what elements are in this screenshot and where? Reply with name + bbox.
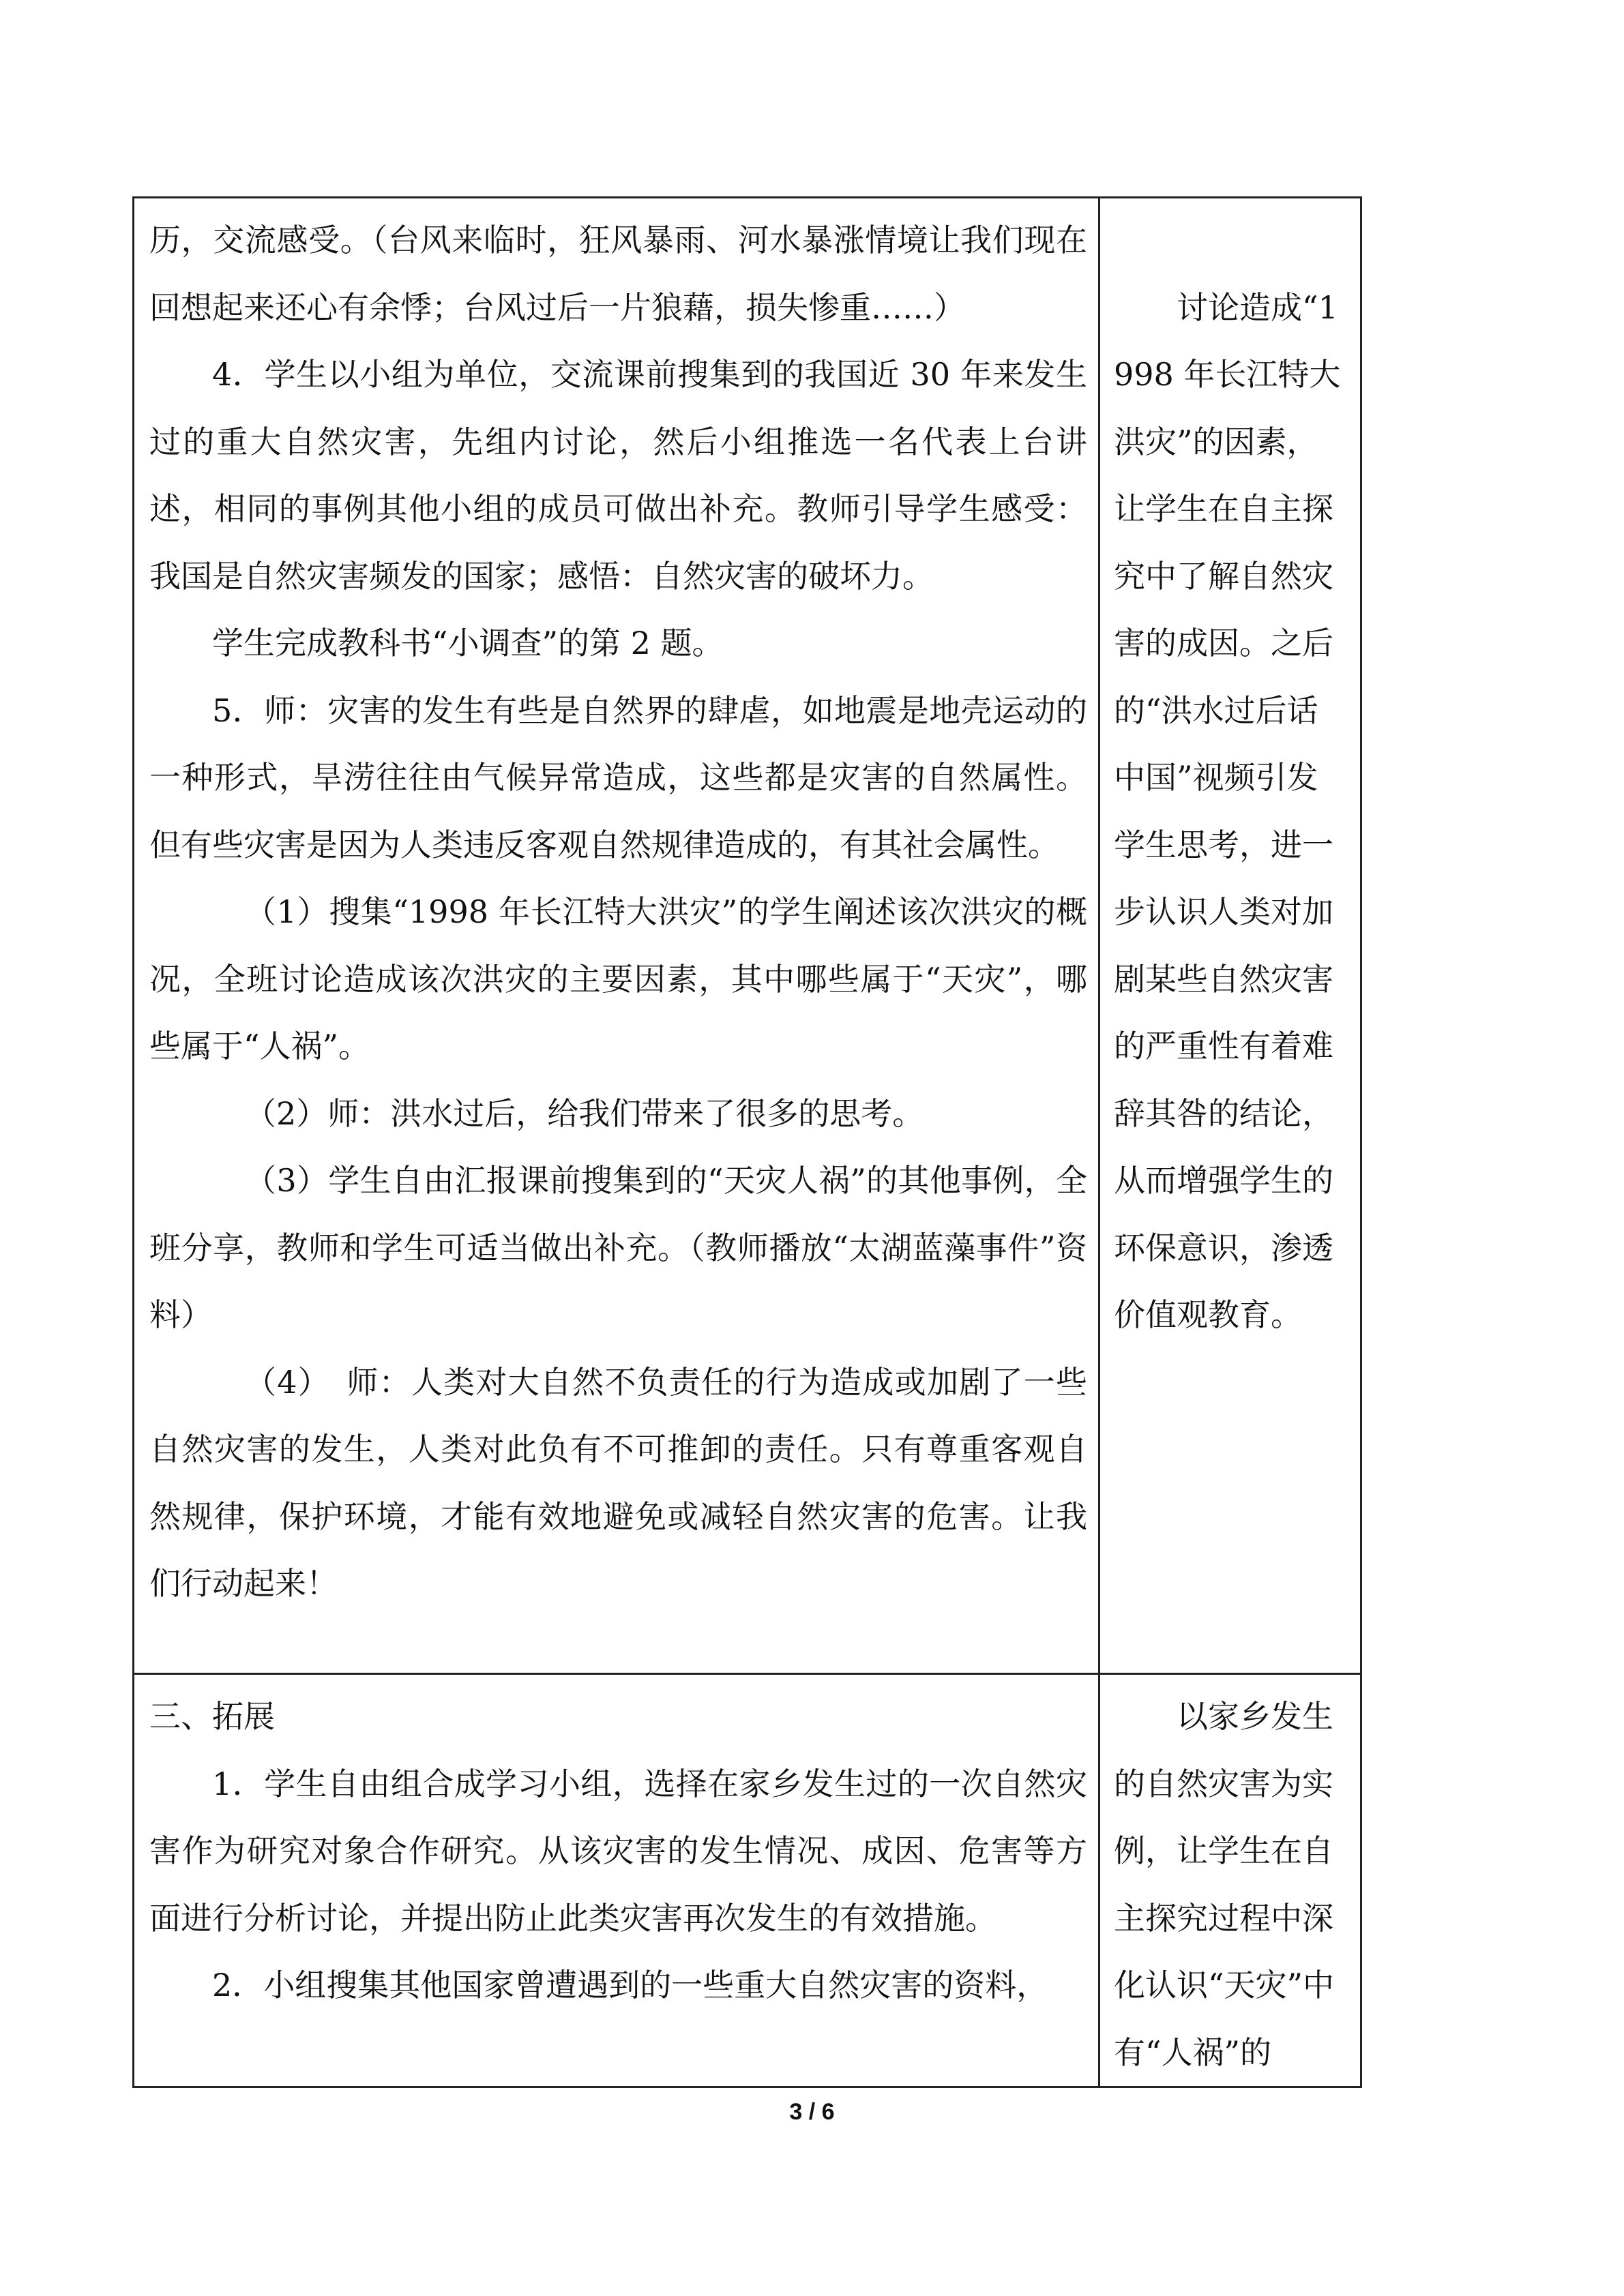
section-heading: 三、拓展 [149, 1698, 275, 1735]
table-row [134, 198, 1361, 1674]
paragraph: 4．学生以小组为单位，交流课前搜集到的我国近 30 年来发生过的重大自然灾害，先组内讨论，然后小组推选一名代表上台讲述，相同的事例其他小组的成员可做出补充。教师引导学生感受：我国是自然灾害频发的国家；感悟：自然灾害的破坏力。 [149, 356, 1087, 595]
paragraph: 学生完成教科书“小调查”的第 2 题。 [212, 625, 724, 661]
design-intent-cell [1099, 198, 1361, 1674]
paragraph: 2．小组搜集其他国家曾遭遇到的一些重大自然灾害的资料， [212, 1967, 1048, 2003]
design-intent-text: 讨论造成“1998 年长江特大洪灾”的因素，让学生在自主探究中了解自然灾害的成因。之后的“洪水过后话中国”视频引发学生思考，进一步认识人类对加剧某些自然灾害的严重性有着难辞其咎的结论，从而增强学生的环保意识，渗透价值观教育。 [1114, 288, 1341, 1333]
table-row [134, 1674, 1361, 2087]
design-intent-text: 以家乡发生的自然灾害为实例，让学生在自主探究过程中深化认识“天灾”中有“人祸”的 [1114, 1698, 1335, 2071]
paragraph: 历，交流感受。（台风来临时，狂风暴雨、河水暴涨情境让我们现在回想起来还心有余悸；台风过后一片狼藉，损失惨重……） [149, 222, 1087, 326]
activity-cell [134, 198, 1099, 1674]
paragraph: （1）搜集“1998 年长江特大洪灾”的学生阐述该次洪灾的概况，全班讨论造成该次洪灾的主要因素，其中哪些属于“天灾”，哪些属于“人祸”。 [149, 893, 1087, 1064]
paragraph: 5．师：灾害的发生有些是自然界的肆虐，如地震是地壳运动的一种形式，旱涝往往由气候异常造成，这些都是灾害的自然属性。但有些灾害是因为人类违反客观自然规律造成的，有其社会属性。 [149, 691, 1087, 863]
paragraph: （2）师：洪水过后，给我们带来了很多的思考。 [245, 1094, 924, 1132]
paragraph: （3）学生自由汇报课前搜集到的“天灾人祸”的其他事例，全班分享，教师和学生可适当做出补充。（教师播放“太湖蓝藻事件”资料） [149, 1162, 1087, 1333]
paragraph: （4） 师：人类对大自然不负责任的行为造成或加剧了一些自然灾害的发生，人类对此负有不可推卸的责任。只有尊重客观自然规律，保护环境，才能有效地避免或减轻自然灾害的危害。让我们行动起来！ [149, 1363, 1087, 1602]
design-intent-cell [1099, 1674, 1361, 2087]
activity-cell [134, 1674, 1099, 2087]
lesson-plan-table [132, 196, 1362, 2088]
paragraph: 1．学生自由组合成学习小组，选择在家乡发生过的一次自然灾害作为研究对象合作研究。从该灾害的发生情况、成因、危害等方面进行分析讨论，并提出防止此类灾害再次发生的有效措施。 [149, 1765, 1087, 1937]
page-number: 3 / 6 [789, 2099, 835, 2125]
